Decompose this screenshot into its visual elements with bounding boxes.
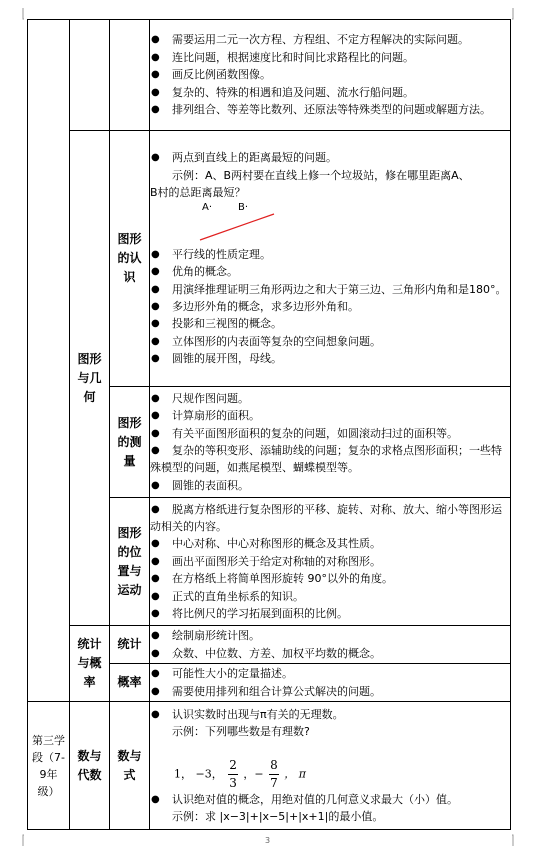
bullet-icon: ● [151,685,160,697]
sequence-suffix: ， π [284,767,306,780]
subdomain-position: 图形的位置与运动 [110,498,150,626]
example-text: 示例：求 |x−3|+|x−5|+|x+1|的最小值。 [172,809,384,823]
list-item: ● 可能性大小的定量描述。 [150,665,510,682]
list-item: ● 两点到直线上的距离最短的问题。 [150,149,510,166]
list-item: ● 复杂的等积变形、添辅助线的问题；复杂的求格点图形面积；一些特殊模型的问题，如燕尾模型、蝴蝶模型等。 [150,444,502,475]
curriculum-table [27,19,511,830]
list-item: ● 连比问题，根据速度比和时间比求路程比的问题。 [150,49,510,66]
crop-mark-top-left [12,8,24,20]
bullet-icon: ● [151,86,160,98]
list-item: ● 中心对称、中心对称图形的概念及其性质。 [150,535,510,552]
table-row [28,626,511,664]
example-text: 示例：A、B两村要在直线上修一个垃圾站，修在哪里距离A、 [172,168,470,182]
table-row [28,702,511,830]
list-item: ● 认识绝对值的概念，用绝对值的几何意义求最大（小）值。 [150,791,510,808]
bullet-icon: ● [151,668,160,680]
stage-three: 第三学段（7-9年级） [28,702,70,830]
list-item: ● 立体图形的内表面等复杂的空间想象问题。 [150,333,510,350]
bullet-icon: ● [151,647,160,659]
bullet-icon: ● [151,248,160,260]
bullet-icon: ● [151,353,160,365]
bullet-icon: ● [151,410,160,422]
bullet-icon: ● [151,392,160,404]
list-item: ● 正式的直角坐标系的知识。 [150,588,510,605]
bullet-icon: ● [151,51,160,63]
list-item: ● 需要使用排列和组合计算公式解决的问题。 [150,683,510,700]
list-item: ● 画出平面图形关于给定对称轴的对称图形。 [150,553,510,570]
sequence-mid: ，− [243,767,264,780]
bullet-icon: ● [151,503,160,515]
bullet-icon: ● [151,793,160,805]
content-cell-statistics [150,626,511,664]
list-item: ● 圆锥的展开图，母线。 [150,350,510,367]
bullet-icon: ● [151,283,160,295]
bullet-icon: ● [151,104,160,116]
sub-cell-empty [110,20,150,131]
list-item: ● 画反比例函数图像。 [150,66,510,83]
subdomain-recognition: 图形的认识 [110,131,150,387]
table-row [28,20,511,131]
bullet-icon: ● [151,266,160,278]
list-item: ● 脱离方格纸进行复杂图形的平移、旋转、对称、放大、缩小等图形运动相关的内容。 [150,502,502,533]
bullet-icon: ● [151,427,160,439]
list-item: ● 平行线的性质定理。 [150,246,510,263]
domain-statistics: 统计与概率 [70,626,110,702]
point-a-label: A· [202,201,213,213]
list-item: ● 绘制扇形统计图。 [150,627,510,644]
list-item: ● 排列组合、等差等比数列、还原法等特殊类型的问题或解题方法。 [150,101,510,118]
list-item: ● 用演绎推理证明三角形两边之和大于第三边、三角形内角和是180°。 [150,281,510,298]
domain-number-algebra: 数与代数 [70,702,110,830]
content-cell-probability [150,664,511,702]
list-item: ● 认识实数时出现与π有关的无理数。 [150,706,510,723]
list-item: ● 尺规作图问题。 [150,390,510,407]
content-cell-measurement [150,387,511,498]
bullet-icon: ● [151,708,160,720]
domain-geometry: 图形与几何 [70,131,110,626]
content-cell-position [150,498,511,626]
bullet-icon: ● [151,318,160,330]
bullet-icon: ● [151,538,160,550]
number-sequence [150,741,510,791]
distance-diagram [150,202,510,246]
list-item: ● 需要运用二元一次方程、方程组、不定方程解决的实际问题。 [150,31,510,48]
page-number: 3 [264,836,271,845]
bullet-icon: ● [151,630,160,642]
point-b-label: B· [238,201,249,213]
example-text: 示例：下列哪些数是有理数? [172,725,310,739]
subdomain-probability: 概率 [110,664,150,702]
bullet-icon: ● [151,69,160,81]
list-item: ● 投影和三视图的概念。 [150,315,510,332]
fraction-two-thirds: $\frac{2}{3}$ [229,757,237,790]
list-item: ● 多边形外角的概念，求多边形外角和。 [150,298,510,315]
subdomain-statistics: 统计 [110,626,150,664]
line-shape [198,212,278,244]
example-text-cont: B村的总距离最短？ [150,186,246,200]
bullet-icon: ● [151,590,160,602]
bullet-icon: ● [151,152,160,164]
list-item: ● 在方格纸上将简单图形旋转 90°以外的角度。 [150,570,510,587]
content-cell-top [150,20,511,131]
content-cell-number-expression [150,702,511,830]
list-item: ● 复杂的、特殊的相遇和追及问题、流水行船问题。 [150,84,510,101]
bullet-icon: ● [151,300,160,312]
sequence-prefix: 1， −3， [174,767,223,780]
list-item: ● 计算扇形的面积。 [150,407,510,424]
stage-cell-empty [28,20,70,702]
bullet-icon: ● [151,479,160,491]
fraction-eight-sevenths: $\frac{8}{7}$ [270,757,278,790]
domain-cell-empty [70,20,110,131]
crop-mark-top-right [512,8,524,20]
bullet-icon: ● [151,608,160,620]
bullet-icon: ● [151,445,160,456]
list-item: ● 众数、中位数、方差、加权平均数的概念。 [150,645,510,662]
list-item: ● 优角的概念。 [150,263,510,280]
subdomain-number-expression: 数与式 [110,702,150,830]
bullet-icon: ● [151,335,160,347]
bullet-icon: ● [151,34,160,46]
table-row [28,131,511,387]
list-item: ● 圆锥的表面积。 [150,477,510,494]
list-item: ● 有关平面图形面积的复杂的问题，如圆滚动扫过的面积等。 [150,425,510,442]
content-cell-recognition [150,131,511,387]
subdomain-measurement: 图形的测量 [110,387,150,498]
list-item: ● 将比例尺的学习拓展到面积的比例。 [150,605,510,622]
bullet-icon: ● [151,573,160,585]
bullet-icon: ● [151,555,160,567]
